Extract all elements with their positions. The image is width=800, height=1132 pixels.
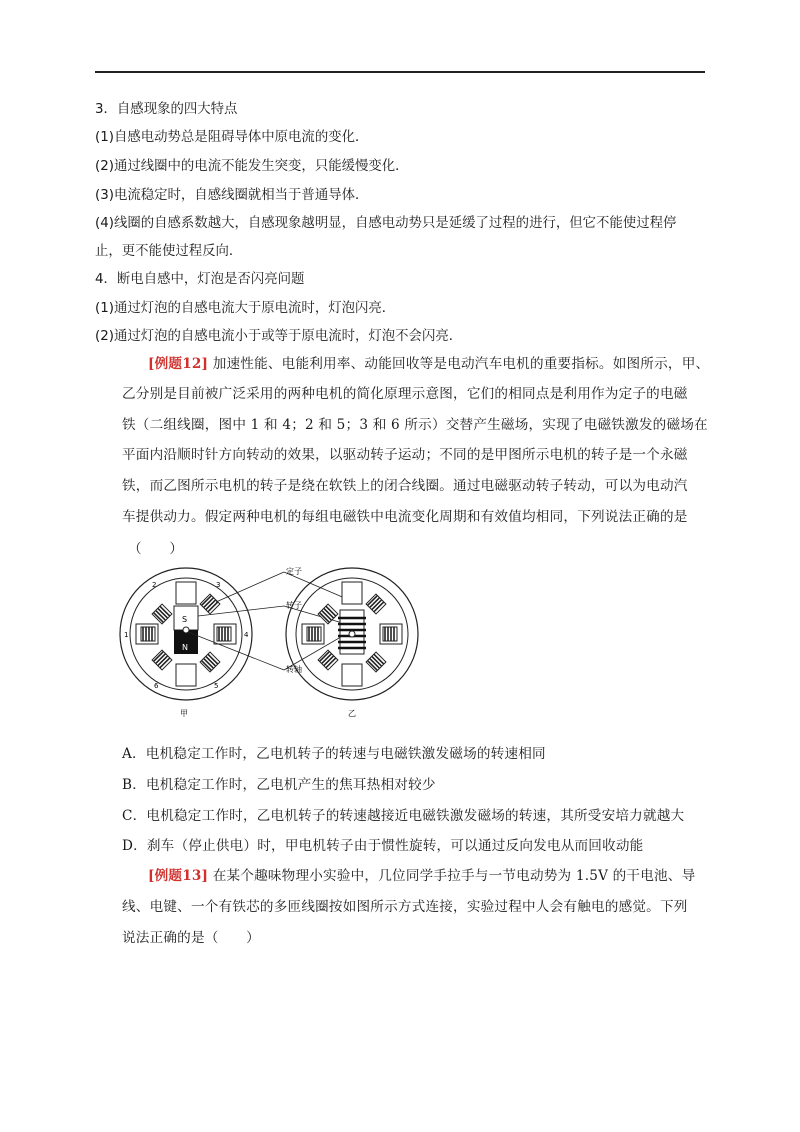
motor-diagram	[118, 562, 438, 722]
example13-tag: [例题13]	[148, 868, 209, 884]
label-rotor: 转子	[286, 601, 302, 610]
flash-case-2: (2)通过灯泡的自感电流小于或等于原电流时，灯泡不会闪亮．	[95, 329, 463, 344]
label-shaft: 转轴	[286, 665, 302, 674]
heading-four-features: 3．自感现象的四大特点	[95, 102, 238, 117]
example13-line3: 说法正确的是（ ）	[122, 930, 260, 946]
feature-2: (2)通过线圈中的电流不能发生突变，只能缓慢变化．	[95, 159, 409, 174]
label-stator: 定子	[286, 567, 302, 576]
pole-s-label: S	[182, 615, 188, 624]
example12-line5: 铁，而乙图所示电机的转子是绕在软铁上的闭合线圈。通过电磁驱动转子转动，可以为电动汽	[122, 478, 688, 494]
coil-1-label: 1	[124, 631, 129, 639]
example12-tag: [例题12]	[148, 356, 209, 372]
example12-line1: [例题12] 加速性能、电能利用率、动能回收等是电动汽车电机的重要指标。如图所示，甲、	[148, 356, 710, 372]
header-rule	[95, 71, 705, 73]
example12-line4: 平面内沿顺时针方向转动的效果，以驱动转子运动；不同的是甲图所示电机的转子是一个永磁	[122, 447, 688, 463]
caption-yi: 乙	[348, 709, 356, 718]
option-d: D．刹车（停止供电）时，甲电机转子由于惯性旋转，可以通过反向发电从而回收动能	[122, 838, 644, 854]
feature-3: (3)电流稳定时，自感线圈就相当于普通导体．	[95, 188, 369, 203]
feature-4-line1: (4)线圈的自感系数越大，自感现象越明显，自感电动势只是延缓了过程的进行，但它不能使过程停	[95, 216, 677, 231]
coil-6-label: 6	[154, 682, 159, 690]
motor-jia	[120, 568, 252, 718]
coil-5-label: 5	[214, 682, 219, 690]
coil-2-label: 2	[152, 581, 157, 589]
caption-jia: 甲	[180, 709, 188, 718]
option-b: B．电机稳定工作时，乙电机产生的焦耳热相对较少	[122, 777, 436, 793]
example13-line2: 线、电键、一个有铁芯的多匝线圈按如图所示方式连接，实验过程中人会有触电的感觉。下列	[122, 899, 688, 915]
example13-line1: [例题13] 在某个趣味物理小实验中，几位同学手拉手与一节电动势为 1.5V 的干电池、导	[148, 868, 696, 884]
pole-n-label: N	[182, 643, 188, 652]
example12-answer-blank: （ ）	[128, 541, 184, 557]
example12-line3: 铁（二组线圈，图中 1 和 4；2 和 5；3 和 6 所示）交替产生磁场，实现了电磁铁激发的磁场在	[122, 417, 708, 433]
motor-yi	[286, 568, 418, 718]
option-c: C．电机稳定工作时，乙电机转子的转速越接近电磁铁激发磁场的转速，其所受安培力就越大	[122, 808, 685, 824]
heading-flash-question: 4．断电自感中，灯泡是否闪亮问题	[95, 272, 305, 287]
feature-4-line2: 止，更不能使过程反向．	[95, 244, 243, 259]
coil-3-label: 3	[216, 581, 221, 589]
option-a: A．电机稳定工作时，乙电机转子的转速与电磁铁激发磁场的转速相同	[122, 746, 546, 762]
example12-line2: 乙分别是目前被广泛采用的两种电机的简化原理示意图，它们的相同点是利用作为定子的电磁	[122, 386, 688, 402]
example12-line6: 车提供动力。假定两种电机的每组电磁铁中电流变化周期和有效值均相同，下列说法正确的是	[122, 509, 688, 525]
feature-1: (1)自感电动势总是阻碍导体中原电流的变化．	[95, 130, 369, 145]
coil-4-label: 4	[244, 631, 249, 639]
flash-case-1: (1)通过灯泡的自感电流大于原电流时，灯泡闪亮．	[95, 301, 396, 316]
